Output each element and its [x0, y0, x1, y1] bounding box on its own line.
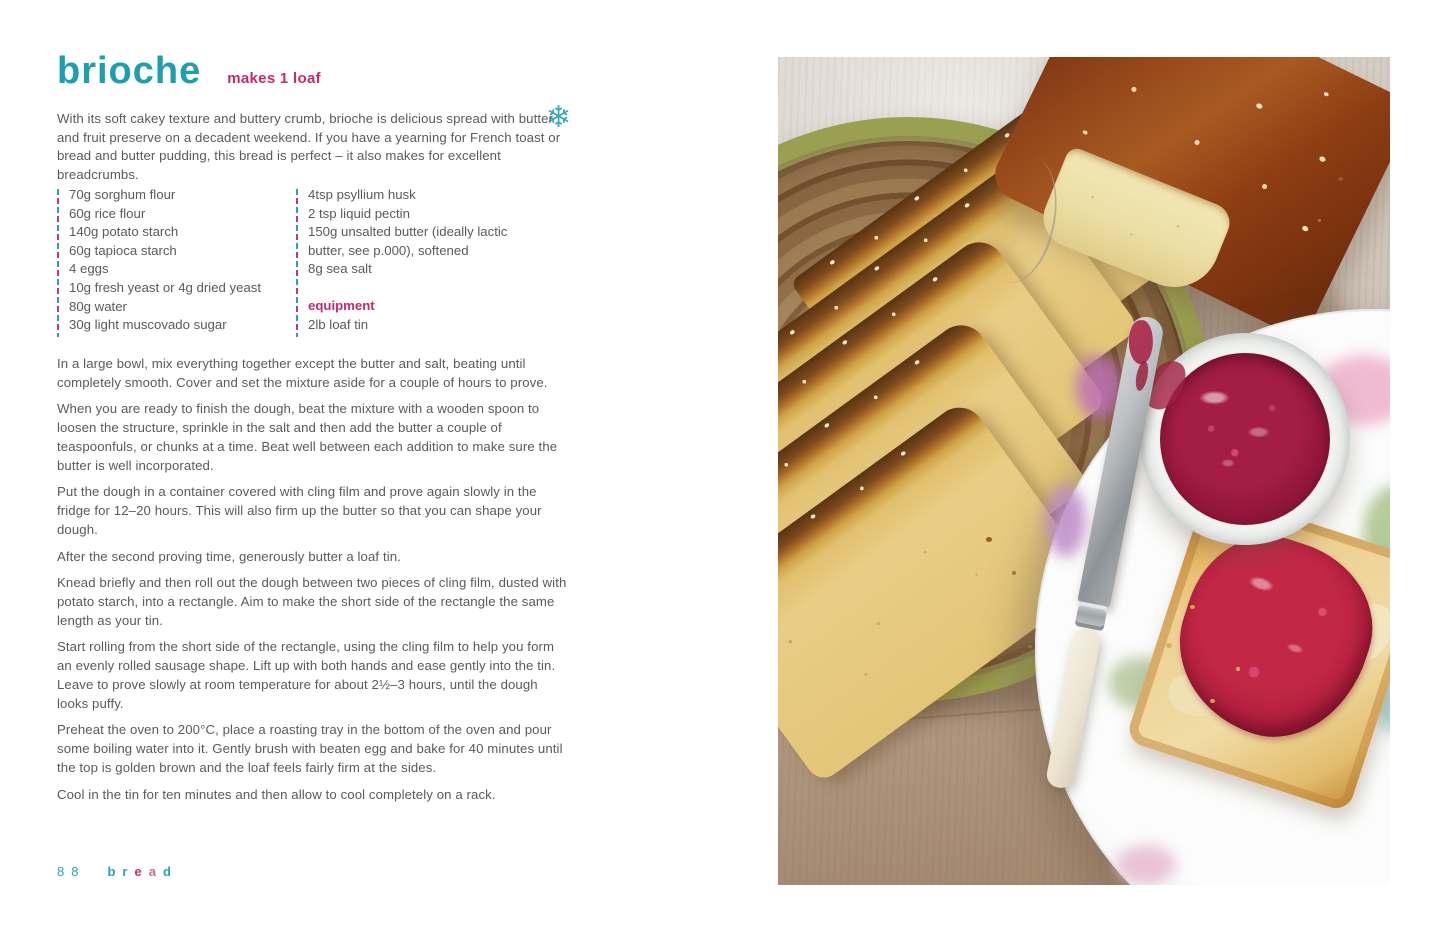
crumb [1236, 667, 1240, 671]
ingredient-list [308, 186, 546, 279]
section-letter: d [162, 864, 171, 879]
ingredients-column-1 [57, 186, 296, 335]
crumb [1338, 177, 1343, 181]
crumb [1318, 219, 1321, 222]
ingredient-item: 70g sorghum flour [69, 187, 176, 202]
method-step: Put the dough in a container covered with cling film and prove again slowly in the fridge for 12–20 hours. This will also firm up the butter so that you can shape your dough. [57, 484, 542, 538]
raspberry-jam [1160, 353, 1330, 525]
crumb [986, 537, 992, 542]
ingredients-column-2 [296, 186, 546, 335]
method-step: Preheat the oven to 200°C, place a roasting tray in the bottom of the oven and pour some boiling water into it. Gently brush with beaten egg and bake for 40 minutes until the top is golden brown and the loaf feels fairly firm at the sides. [57, 722, 563, 776]
section-letter: a [148, 864, 156, 879]
ingredient-item: 140g potato starch [69, 224, 179, 240]
jam-spread [1156, 516, 1390, 760]
ingredient-item: 10g fresh yeast or 4g dried yeast [69, 279, 262, 295]
crumb [1166, 643, 1172, 648]
dashed-border [57, 189, 59, 337]
snowflake-icon: ❄ [546, 101, 572, 134]
ingredient-item: 4tsp psyllium husk [308, 187, 416, 202]
page-number: 88 [57, 864, 86, 879]
method-step: Start rolling from the short side of the rectangle, using the cling film to help you form an evenly rolled sausage shape. Lift up with both hands and ease gently into the tin. Leave to prove slowly at room temperature for about 2½–3 hours, until the dough looks puffy. [57, 639, 556, 711]
ingredient-item: 150g unsalted butter (ideally lactic butter, see p.000), softened [308, 224, 508, 258]
equipment-item: 2lb loaf tin [308, 316, 369, 332]
jam-smear [1134, 360, 1151, 392]
recipe-intro: With its soft cakey texture and buttery crumb, brioche is delicious spread with butter and fruit preserve on a decadent weekend. If you have a yearning for French toast or bread and butter pudding, this bread is perfect – it also makes for excellent breadcrumbs. [57, 111, 561, 182]
section-letter: b [107, 864, 116, 879]
ingredient-list [69, 186, 296, 335]
crumb [1190, 605, 1195, 609]
ingredient-item: 60g tapioca starch [69, 242, 177, 258]
dashed-border [296, 189, 298, 337]
recipe-header [57, 50, 321, 93]
ingredient-item: 2 tsp liquid pectin [308, 205, 410, 221]
ingredient-item: 4 eggs [69, 261, 109, 277]
method-step: When you are ready to finish the dough, beat the mixture with a wooden spoon to loosen the structure, sprinkle in the salt and then add the butter a couple of teaspoonfuls, or chunks at a time. Beat well between each addition to make sure the butter is well incorporated. [57, 401, 558, 474]
plate-floral-decoration [1046, 485, 1086, 557]
equipment-heading: equipment [308, 297, 375, 313]
method-step: Knead briefly and then roll out the dough between two pieces of cling film, dusted with potato starch, into a rectangle. Aim to make the short side of the rectangle the same length as your tin. [57, 575, 567, 628]
ingredient-item: 60g rice flour [69, 205, 146, 221]
method-step: Cool in the tin for ten minutes and then allow to cool completely on a rack. [57, 786, 496, 802]
crumb [1028, 645, 1032, 648]
method-step: After the second proving time, generously butter a loaf tin. [57, 548, 401, 564]
ingredient-item: 80g water [69, 298, 127, 314]
ingredients-section [57, 186, 546, 335]
recipe-photo [778, 57, 1390, 885]
knife-ferrule [1075, 601, 1108, 631]
crumb [1012, 571, 1016, 575]
jam-smear [1128, 320, 1154, 365]
crumb [1210, 699, 1215, 703]
page-footer [57, 864, 178, 879]
section-letter: r [122, 864, 128, 879]
section-label [107, 864, 177, 879]
plate-floral-decoration [1116, 845, 1176, 885]
page-title: brioche [57, 50, 202, 92]
section-letter: e [134, 864, 142, 879]
ingredient-item: 8g sea salt [308, 261, 372, 277]
ingredient-item: 30g light muscovado sugar [69, 317, 227, 333]
jam-pot [1140, 333, 1350, 545]
method-step: In a large bowl, mix everything together except the butter and salt, beating until completely smooth. Cover and set the mixture aside for a couple of hours to prove. [57, 356, 548, 390]
yield-label: makes 1 loaf [227, 70, 321, 87]
method-section [57, 355, 571, 812]
